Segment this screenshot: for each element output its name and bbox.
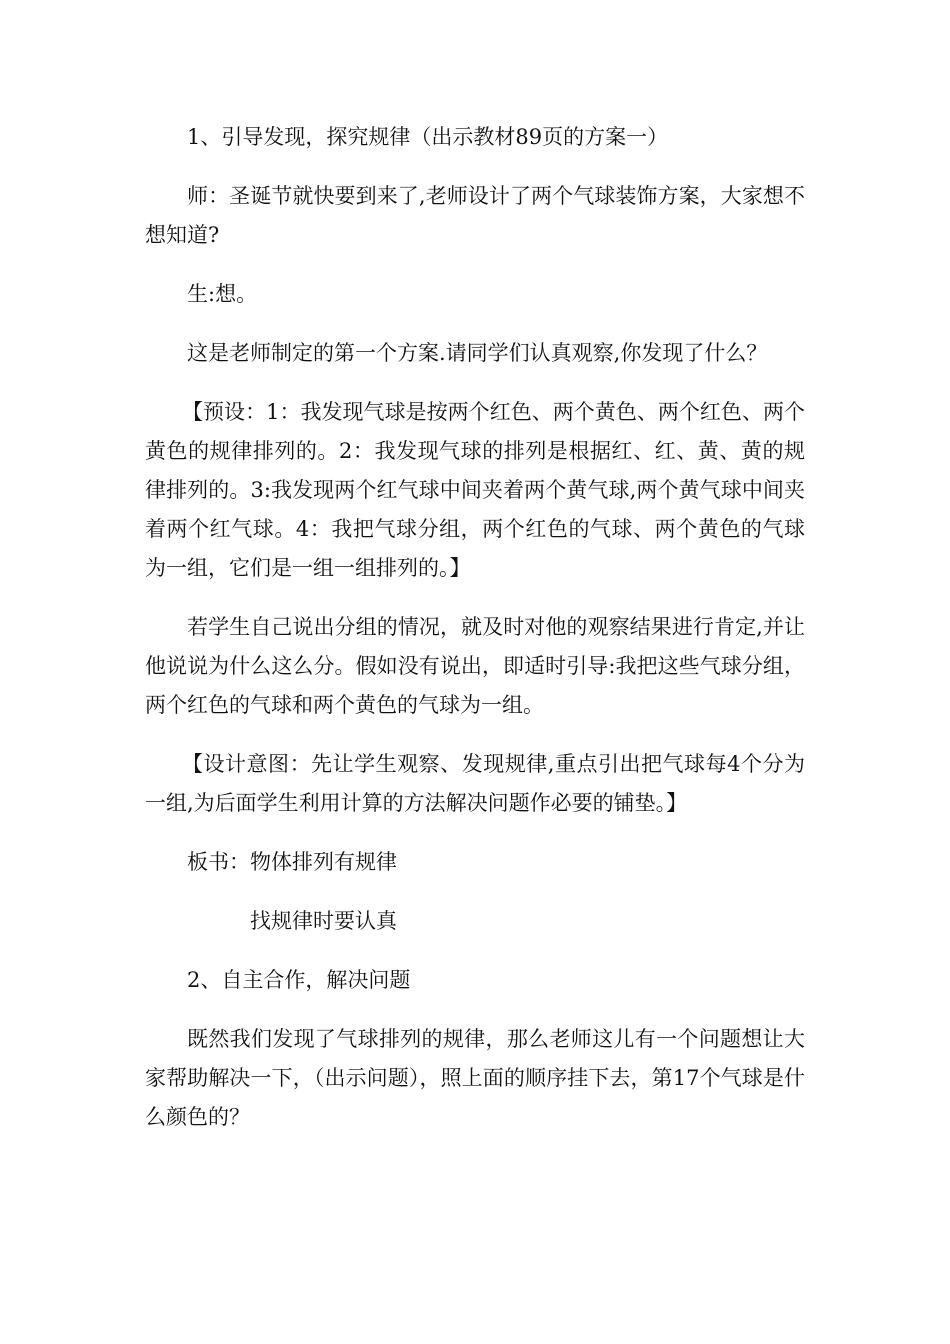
section-heading-2: 2、自主合作，解决问题	[187, 968, 411, 992]
document-body	[145, 118, 805, 1157]
section-heading-1: 1、引导发现，探究规律（出示教材89页的方案一）	[187, 125, 669, 149]
student-answer: 生:想。	[187, 282, 258, 306]
board-writing-line-1: 板书：物体排列有规律	[187, 850, 397, 874]
board-writing-line-2: 找规律时要认真	[250, 909, 397, 933]
observation-prompt: 这是老师制定的第一个方案.请同学们认真观察,你发现了什么？	[187, 341, 768, 365]
guidance-paragraph: 若学生自己说出分组的情况，就及时对他的观察结果进行肯定,并让他说说为什么这么分。假如没有说出，即适时引导:我把这些气球分组，两个红色的气球和两个黄色的气球为一组。	[145, 615, 805, 717]
preset-answers: 【预设：1：我发现气球是按两个红色、两个黄色、两个红色、两个黄色的规律排列的。2：我发现气球的排列是根据红、红、黄、黄的规律排列的。3:我发现两个红气球中间夹着两个黄气球,两个黄气球中间夹着两个红气球。4：我把气球分组，两个红色的气球、两个黄色的气球为一组，它们是一组一组排列的。】	[145, 400, 805, 580]
problem-paragraph: 既然我们发现了气球排列的规律，那么老师这儿有一个问题想让大家帮助解决一下，（出示问题），照上面的顺序挂下去，第17个气球是什么颜色的？	[145, 1027, 805, 1129]
teacher-question: 师：圣诞节就快要到来了,老师设计了两个气球装饰方案，大家想不想知道?	[145, 184, 805, 247]
design-intent: 【设计意图：先让学生观察、发现规律,重点引出把气球每4个分为一组,为后面学生利用计算的方法解决问题作必要的铺垫。】	[145, 752, 805, 815]
